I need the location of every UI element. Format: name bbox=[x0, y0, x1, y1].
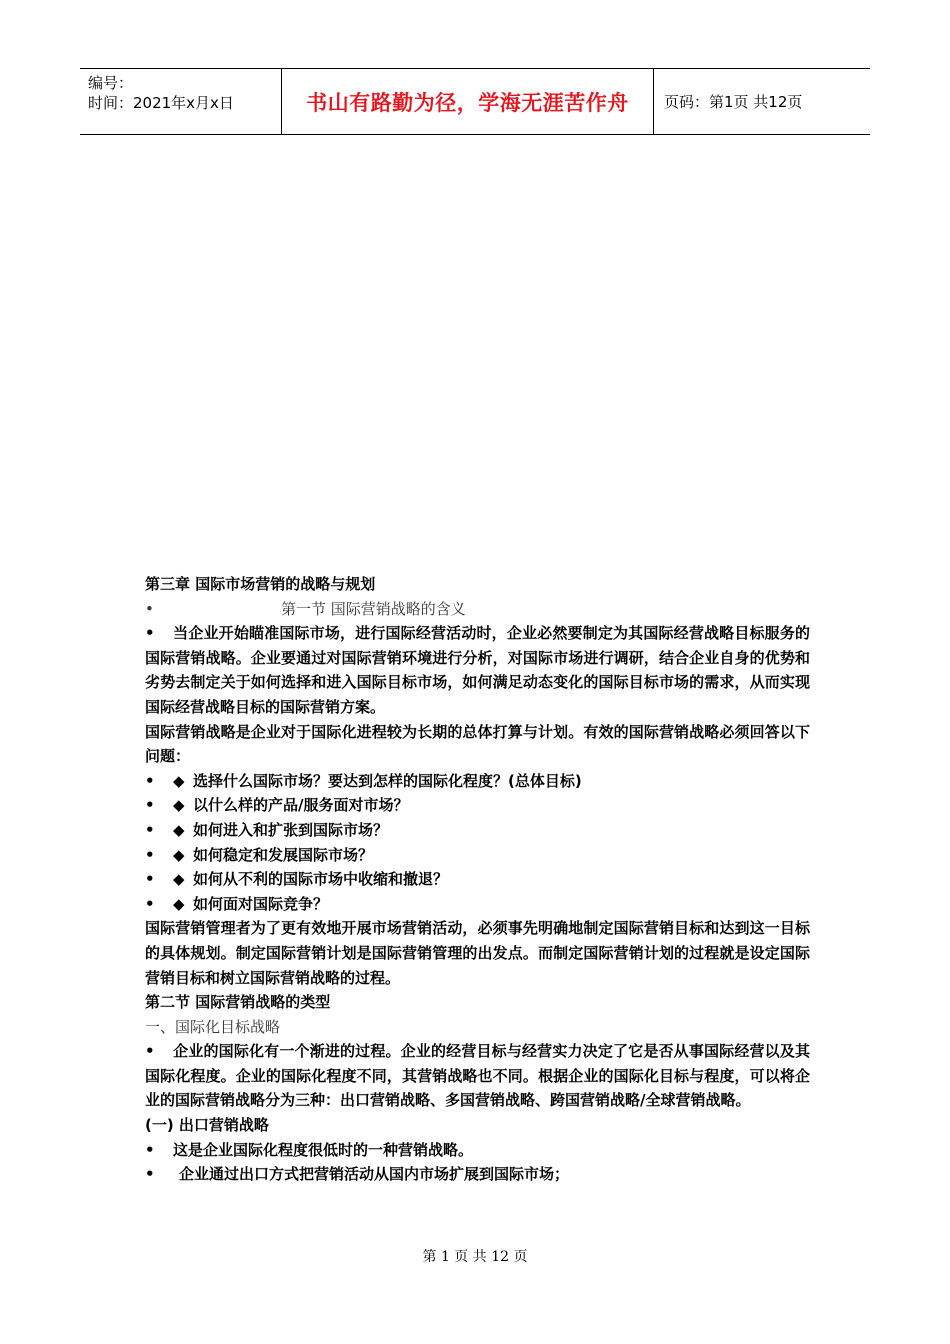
question-item: • ◆ 如何稳定和发展国际市场？ bbox=[145, 843, 810, 868]
paragraph-4-text: 企业的国际化有一个渐进的过程。企业的经营目标与经营实力决定了它是否从事国际经营以及其国际化程度。企业的国际化程度不同，其营销战略也不同。根据企业的国际化目标与程度，可以将企业的国际营销战略分为三种：出口营销战略、多国营销战略、跨国营销战略/全球营销战略。 bbox=[145, 1042, 810, 1110]
paragraph-1-text: 当企业开始瞄准国际市场，进行国际经营活动时，企业必然要制定为其国际经营战略目标服务的国际营销战略。企业要通过对国际营销环境进行分析，对国际市场进行调研，结合企业自身的优势和劣势去制定关于如何选择和进入国际目标市场，如何满足动态变化的国际目标市场的需求，从而实现国际经营战略目标的国际营销方案。 bbox=[145, 624, 810, 716]
question-item: • ◆ 选择什么国际市场？要达到怎样的国际化程度？(总体目标) bbox=[145, 769, 810, 794]
time-label: 时间：2021年x月x日 bbox=[88, 94, 234, 112]
bullet-icon: • bbox=[145, 1042, 155, 1061]
bullet-icon: • bbox=[145, 894, 155, 913]
section1-heading-line bbox=[145, 597, 810, 622]
header-page-cell bbox=[654, 69, 870, 134]
bullet-item: • 企业通过出口方式把营销活动从国内市场扩展到国际市场； bbox=[145, 1162, 810, 1187]
bullet-icon: • bbox=[145, 1140, 155, 1159]
document-body bbox=[145, 572, 810, 1187]
motto-text: 书山有路勤为径，学海无涯苦作舟 bbox=[306, 89, 629, 115]
header-info-cell bbox=[80, 69, 282, 134]
diamond-icon: ◆ bbox=[173, 796, 185, 815]
diamond-icon: ◆ bbox=[173, 820, 185, 839]
bullet-icon: • bbox=[145, 1165, 155, 1184]
paragraph-1 bbox=[145, 621, 810, 719]
bullet-icon: • bbox=[145, 845, 155, 864]
chapter-title: 第三章 国际市场营销的战略与规划 bbox=[145, 575, 376, 593]
question-item: • ◆ 如何面对国际竞争？ bbox=[145, 892, 810, 917]
number-label: 编号： bbox=[88, 74, 134, 92]
bullet-icon: • bbox=[145, 820, 155, 839]
section2-title: 第二节 国际营销战略的类型 bbox=[145, 993, 331, 1012]
paragraph-4 bbox=[145, 1039, 810, 1113]
diamond-icon: ◆ bbox=[173, 771, 185, 790]
question-item: • ◆ 以什么样的产品/服务面对市场？ bbox=[145, 793, 810, 818]
diamond-icon: ◆ bbox=[173, 894, 185, 913]
bullet-item: • 这是企业国际化程度很低时的一种营销战略。 bbox=[145, 1138, 810, 1163]
section1-title: 第一节 国际营销战略的含义 bbox=[281, 599, 466, 618]
bullet-icon: • bbox=[145, 624, 155, 643]
header-motto-cell bbox=[282, 69, 654, 134]
diamond-icon: ◆ bbox=[173, 845, 185, 864]
bullet-icon: • bbox=[145, 870, 155, 889]
bullet-icon: • bbox=[145, 796, 155, 815]
page-header bbox=[80, 68, 870, 135]
subsection2-title: (一) 出口营销战略 bbox=[145, 1116, 269, 1135]
question-item: • ◆ 如何进入和扩张到国际市场？ bbox=[145, 818, 810, 843]
page-footer: 第 1 页 共 12 页 bbox=[422, 1249, 528, 1265]
subsection1-title: 一、国际化目标战略 bbox=[145, 1017, 281, 1036]
page-label: 页码：第1页 共12页 bbox=[664, 93, 803, 111]
paragraph-3: 国际营销管理者为了更有效地开展市场营销活动，必须事先明确地制定国际营销目标和达到这一目标的具体规划。制定国际营销计划是国际营销管理的出发点。而制定国际营销计划的过程就是设定国际营销目标和树立国际营销战略的过程。 bbox=[145, 919, 810, 987]
diamond-icon: ◆ bbox=[173, 870, 185, 889]
bullet-icon: • bbox=[145, 771, 155, 790]
paragraph-2: 国际营销战略是企业对于国际化进程较为长期的总体打算与计划。有效的国际营销战略必须回答以下问题： bbox=[145, 722, 810, 766]
question-item: • ◆ 如何从不利的国际市场中收缩和撤退？ bbox=[145, 867, 810, 892]
bullet-icon: • bbox=[145, 599, 154, 618]
